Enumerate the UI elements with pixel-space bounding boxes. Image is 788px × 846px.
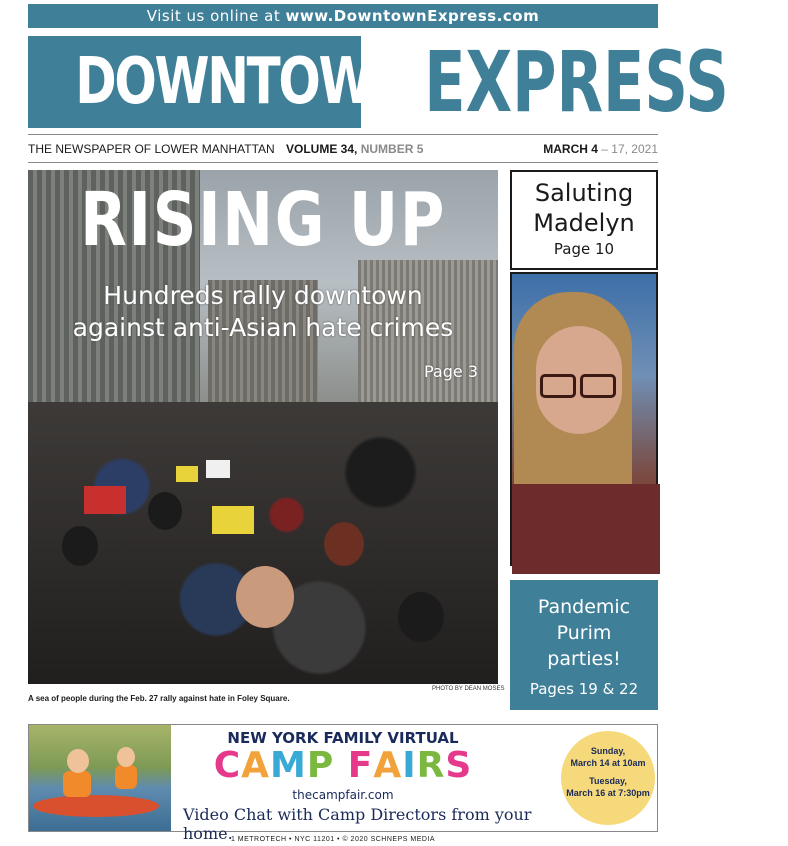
ad-kayak-photo: [29, 725, 171, 831]
banner-url[interactable]: www.DowntownExpress.com: [285, 7, 540, 25]
ad-title-letter: A: [241, 745, 270, 786]
ad-dates-badge: Sunday, March 14 at 10am Tuesday, March 16 at 7:30pm: [561, 731, 655, 825]
ad-title-letter: C: [213, 745, 242, 786]
child: [67, 749, 89, 773]
cover-photo[interactable]: [28, 170, 498, 684]
tagline: THE NEWSPAPER OF LOWER MANHATTAN: [28, 142, 275, 156]
person: [148, 492, 182, 530]
banner-prefix: Visit us online at: [146, 7, 281, 25]
ad-headline: NEW YORK FAMILY VIRTUAL: [227, 729, 459, 747]
ad-title-letter: A: [373, 745, 403, 786]
person: [398, 592, 444, 642]
cover-headline: RISING UP: [80, 177, 446, 263]
ad-title-letter: P: [306, 745, 335, 786]
glasses: [540, 374, 576, 398]
protest-sign: [176, 466, 198, 482]
child: [117, 747, 135, 767]
person: [62, 526, 98, 566]
life-vest: [63, 771, 91, 797]
teaser-line: Saluting: [534, 179, 634, 207]
ad-title: [179, 744, 507, 788]
teaser-line: Pandemic: [537, 596, 631, 618]
cover-subhead: Hundreds rally downtown against anti-Asian hate crimes: [72, 281, 454, 342]
person: [236, 566, 294, 628]
photo-caption: A sea of people during the Feb. 27 rally against hate in Foley Square.: [28, 694, 290, 703]
glasses: [580, 374, 616, 398]
volume-number: VOLUME 34, NUMBER 5: [286, 142, 424, 156]
ad-title-letter: [334, 744, 348, 788]
ad-tagline: Video Chat with Camp Directors from your home.: [183, 805, 532, 843]
issue-date: MARCH 4 – 17, 2021: [543, 142, 658, 156]
photo-credit: PHOTO BY DEAN MOSES: [432, 686, 505, 692]
protest-sign: [84, 486, 126, 514]
pandemic-purim-teaser[interactable]: [510, 580, 658, 710]
teaser-pages: Pages 19 & 22: [529, 680, 639, 698]
kayak: [33, 795, 159, 817]
teaser-page: Page 10: [553, 240, 615, 258]
ad-title-letter: M: [269, 745, 307, 786]
coat: [512, 484, 660, 574]
ad-url[interactable]: thecampfair.com: [292, 788, 394, 802]
madelyn-portrait[interactable]: [510, 272, 658, 566]
protest-sign: [212, 506, 254, 534]
divider-top: [28, 134, 658, 135]
teaser-line: Madelyn: [533, 209, 635, 237]
teaser-line: parties!: [547, 648, 621, 670]
saluting-madelyn-teaser[interactable]: [510, 170, 658, 270]
masthead-downtown: DOWNTOWN: [28, 36, 361, 128]
teaser-line: Purim: [556, 622, 612, 644]
life-vest: [115, 765, 137, 789]
divider-bottom: [28, 162, 658, 163]
issue-info-bar: [28, 140, 658, 158]
ad-title-letter: R: [416, 745, 446, 786]
ad-title-letter: S: [445, 745, 473, 786]
cover-page-ref[interactable]: Page 3: [424, 362, 478, 381]
masthead-express: EXPRESS: [424, 33, 729, 131]
ad-title-letter: F: [347, 745, 374, 786]
person: [324, 522, 364, 566]
ad-title-letter: I: [402, 745, 417, 786]
footer-address: 1 METROTECH • NYC 11201 • © 2020 SCHNEPS MEDIA: [230, 836, 436, 843]
crowd: [28, 402, 498, 684]
masthead: [28, 33, 729, 131]
site-url-banner[interactable]: [28, 4, 658, 28]
protest-sign: [206, 460, 230, 478]
